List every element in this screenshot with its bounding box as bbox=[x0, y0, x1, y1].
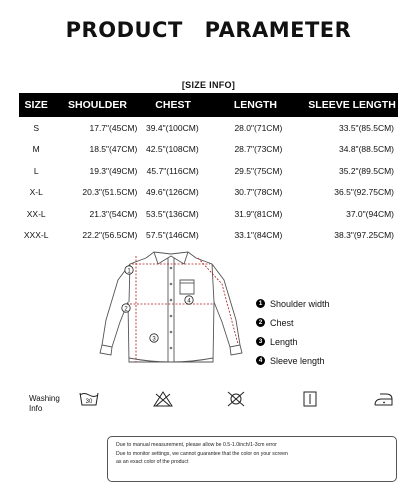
diagram-marker-1 bbox=[125, 266, 133, 275]
table-cell: 35.2"(89.5CM) bbox=[339, 165, 394, 176]
table-cell: 28.0"(71CM) bbox=[234, 122, 283, 133]
svg-text:4: 4 bbox=[187, 298, 191, 305]
no-bleach-icon bbox=[152, 390, 174, 408]
table-cell: 21.3"(54CM) bbox=[89, 208, 138, 219]
size-info-label: [SIZE INFO] bbox=[181, 80, 236, 90]
table-row bbox=[19, 160, 398, 182]
header-sleeve-length: SLEEVE LENGTH bbox=[308, 99, 396, 111]
diagram-marker-4 bbox=[185, 296, 193, 305]
table-row bbox=[19, 225, 398, 247]
notice-line-1: Due to manual measurement, please allow be 0.5-1.0inch/1-3cm error bbox=[116, 442, 277, 448]
table-cell: 18.5"(47CM) bbox=[89, 144, 138, 155]
svg-text:2: 2 bbox=[124, 306, 128, 313]
notice-box bbox=[107, 436, 397, 482]
wash-30-icon bbox=[78, 390, 100, 408]
legend-label: Sleeve length bbox=[270, 355, 325, 366]
washing-label-line2: Info bbox=[29, 404, 43, 413]
measurement-legend bbox=[256, 294, 330, 370]
table-cell: 39.4"(100CM) bbox=[146, 122, 199, 133]
shirt-diagram bbox=[96, 250, 246, 370]
table-cell: 49.6"(126CM) bbox=[146, 187, 199, 198]
table-cell: M bbox=[32, 144, 40, 155]
washing-icons bbox=[74, 390, 404, 410]
table-cell: 20.3"(51.5CM) bbox=[82, 187, 138, 198]
header-shoulder: SHOULDER bbox=[68, 99, 127, 111]
svg-text:30: 30 bbox=[85, 399, 93, 405]
legend-item-chest bbox=[256, 313, 330, 332]
table-cell: 57.5"(146CM) bbox=[146, 230, 199, 241]
table-header bbox=[19, 93, 398, 117]
size-table bbox=[19, 93, 398, 246]
table-cell: 45.7"(116CM) bbox=[146, 165, 199, 176]
legend-label: Chest bbox=[270, 317, 294, 328]
legend-label: Shoulder width bbox=[270, 298, 330, 309]
legend-item-length bbox=[256, 332, 330, 351]
table-cell: 33.5"(85.5CM) bbox=[339, 122, 394, 133]
header-chest: CHEST bbox=[155, 99, 191, 111]
table-cell: X-L bbox=[29, 187, 43, 198]
table-cell: 29.5"(75CM) bbox=[234, 165, 283, 176]
table-row bbox=[19, 139, 398, 161]
table-cell: 19.3"(49CM) bbox=[89, 165, 138, 176]
svg-text:1: 1 bbox=[127, 268, 131, 275]
legend-number: 1 bbox=[256, 299, 265, 308]
diagram-marker-3 bbox=[150, 334, 158, 343]
table-cell: 28.7"(73CM) bbox=[234, 144, 283, 155]
legend-label: Length bbox=[270, 336, 298, 347]
table-cell: XX-L bbox=[26, 208, 46, 219]
diagram-marker-2 bbox=[122, 304, 130, 313]
no-tumble-dry-icon bbox=[225, 390, 247, 408]
table-cell: 36.5"(92.75CM) bbox=[334, 187, 394, 198]
iron-low-icon bbox=[371, 390, 395, 408]
table-cell: 53.5"(136CM) bbox=[146, 208, 199, 219]
header-size: SIZE bbox=[24, 99, 48, 111]
legend-number: 4 bbox=[256, 356, 265, 365]
page-title: PRODUCT PARAMETER bbox=[65, 18, 352, 42]
table-cell: 30.7"(78CM) bbox=[234, 187, 283, 198]
table-cell: 38.3"(97.25CM) bbox=[334, 230, 394, 241]
table-cell: 37.0"(94CM) bbox=[346, 208, 394, 219]
table-cell: 22.2"(56.5CM) bbox=[82, 230, 138, 241]
notice-line-2: Due to monitor settings, we cannot guarantee that the color on your screen bbox=[116, 450, 288, 457]
table-cell: 34.8"(88.5CM) bbox=[339, 144, 394, 155]
table-row bbox=[19, 182, 398, 204]
legend-item-sleeve bbox=[256, 351, 330, 370]
legend-number: 2 bbox=[256, 318, 265, 327]
washing-label-line1: Washing bbox=[29, 394, 60, 403]
legend-number: 3 bbox=[256, 337, 265, 346]
legend-item-shoulder bbox=[256, 294, 330, 313]
table-row bbox=[19, 203, 398, 225]
table-cell: L bbox=[33, 165, 39, 176]
line-dry-icon bbox=[299, 390, 321, 408]
table-cell: 17.7"(45CM) bbox=[89, 122, 138, 133]
table-body bbox=[19, 117, 398, 246]
table-cell: S bbox=[33, 122, 40, 133]
header-length: LENGTH bbox=[233, 99, 277, 111]
table-cell: 42.5"(108CM) bbox=[146, 144, 199, 155]
table-cell: 31.9"(81CM) bbox=[234, 208, 283, 219]
table-cell: 33.1"(84CM) bbox=[234, 230, 283, 241]
svg-text:3: 3 bbox=[152, 336, 156, 343]
notice-line-3: as an exact color of the product bbox=[116, 459, 189, 465]
table-cell: XXX-L bbox=[23, 230, 49, 241]
table-row bbox=[19, 117, 398, 139]
washing-info-label bbox=[29, 394, 60, 414]
